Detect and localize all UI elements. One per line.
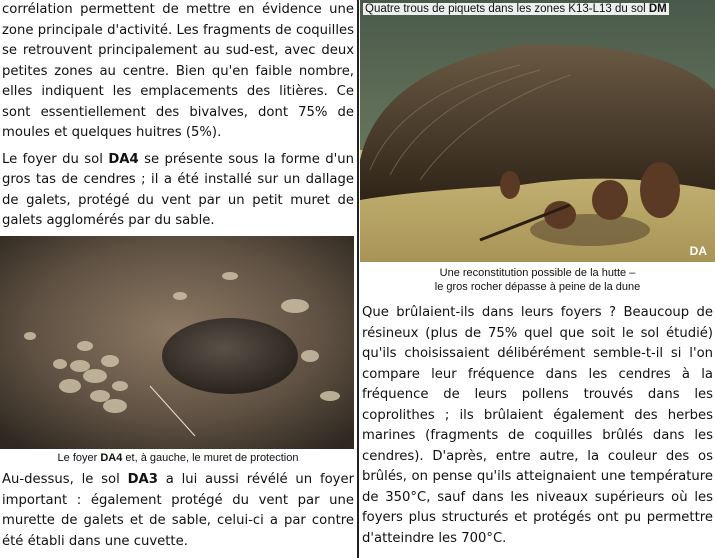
hut-photo-illustration — [360, 0, 715, 262]
photo-hut-title-text: Quatre trous de piquets dans les zones K13-L13 du sol — [365, 3, 649, 15]
left-column — [0, 0, 356, 552]
paragraph-activity-zone — [0, 0, 356, 144]
photo-hearth-da4 — [0, 236, 354, 449]
paragraph-hearth-da3 — [0, 470, 356, 552]
caption-hut-line2: le gros rocher dépasse à peine de la dune — [434, 280, 641, 293]
paragraph-hearth-da3-ref: DA3 — [127, 472, 158, 487]
paragraph-hearth-da4-text-b: se présente sous la forme d'un gros tas de cendres ; il a été installé sur un dallage de galets, protégé du vent par un petit muret de galets agglomérés par du sable. — [2, 151, 354, 228]
caption-hearth-da4-text-b: et, à gauche, le muret de protection — [122, 451, 299, 464]
photo-hut-title — [363, 3, 669, 15]
caption-hearth-da4-ref: DA4 — [100, 451, 123, 464]
photo-hut-reconstruction — [360, 0, 715, 262]
paragraph-fuel — [360, 303, 715, 549]
paragraph-activity-zone-text: corrélation permettent de mettre en évidence une zone principale d'activité. Les fragments de coquilles se retrouvent principalement au sud-est, avec deux petites zones au centre. Bien qu'en faible nombre, elles indiquent les emplacements des litières. Ce sont essentiellement des bivalves, dont 75% de moules et quelques huitres (5%). — [2, 2, 354, 140]
paragraph-hearth-da3-text-b: a lui aussi révélé un foyer important : également protégé du vent par une murette de galets et de sable, celui-ci a par contre été établi dans une cuvette. — [2, 472, 354, 549]
column-divider — [357, 0, 359, 558]
photo-hut-title-ref: DM — [648, 3, 667, 15]
photo-hut-tag: DA — [689, 244, 707, 258]
caption-hut-line1: Une reconstitution possible de la hutte – — [439, 267, 636, 279]
caption-hearth-da4 — [0, 452, 356, 466]
right-column — [360, 0, 715, 549]
paragraph-hearth-da4-text-a: Le foyer du sol — [2, 151, 109, 167]
hearth-photo-illustration — [0, 236, 354, 449]
caption-hearth-da4-text-a: Le foyer — [57, 451, 101, 464]
paragraph-hearth-da4 — [0, 150, 356, 232]
paragraph-hearth-da3-text-a: Au-dessus, le sol — [2, 472, 128, 487]
paragraph-hearth-da4-ref: DA4 — [108, 151, 139, 167]
paragraph-fuel-text: Que brûlaient-ils dans leurs foyers ? Beaucoup de résineux (plus de 75% quel que soit le sol étudié) qu'ils choisissaient délibérément semble-t-il si l'on compare leur fréquence dans les cendres à la fréquence de leurs pollens trouvés dans les coprolithes ; ils brûlaient également des herbes marines (fragments de coquilles brûlés dans les cendres). D'après, entre autre, la couleur des os brûlés, on pense qu'ils atteignaient une température de 350°C, sauf dans les niveaux supérieurs où les foyers plus structurés et protégés ont pu permettre d'atteindre les 700°C. — [362, 305, 713, 546]
caption-hut — [360, 267, 715, 294]
